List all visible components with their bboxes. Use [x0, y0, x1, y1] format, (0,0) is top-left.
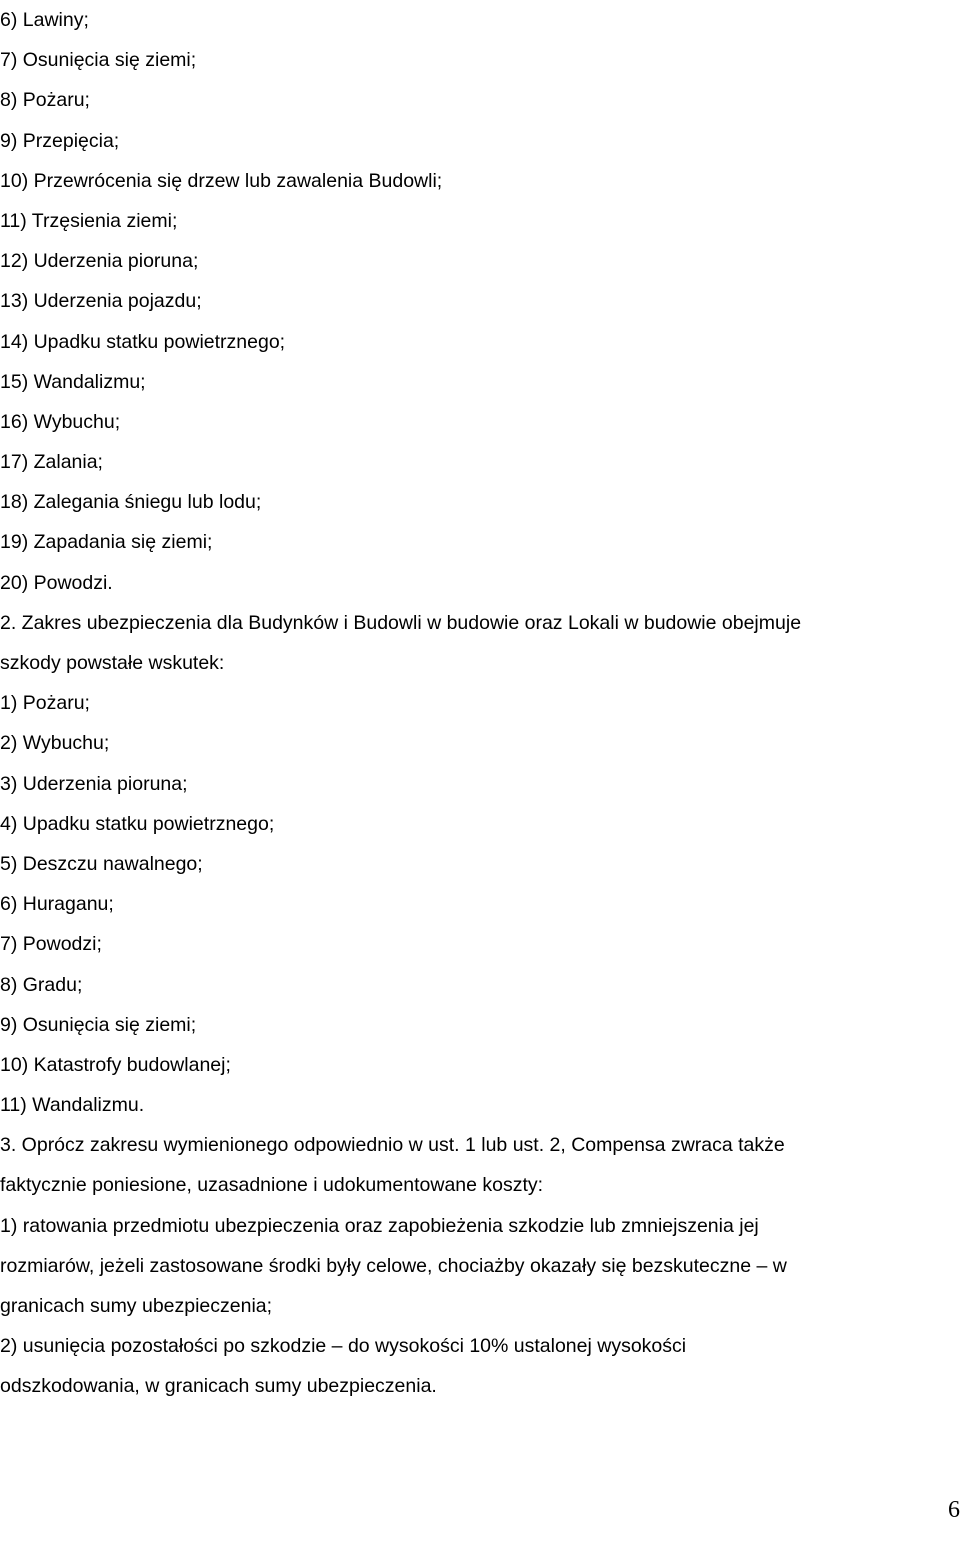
list-item: 2) Wybuchu;: [0, 732, 110, 755]
list-item: 9) Przepięcia;: [0, 129, 120, 152]
paragraph-line: faktycznie poniesione, uzasadnione i udokumentowane koszty:: [0, 1174, 544, 1197]
paragraph-line: odszkodowania, w granicach sumy ubezpieczenia.: [0, 1375, 437, 1398]
paragraph-line: 2. Zakres ubezpieczenia dla Budynków i Budowli w budowie oraz Lokali w budowie obejmuje: [0, 611, 802, 634]
list-item: 1) Pożaru;: [0, 692, 90, 715]
paragraph-line: 3. Oprócz zakresu wymienionego odpowiednio w ust. 1 lub ust. 2, Compensa zwraca także: [0, 1134, 785, 1157]
list-item: 10) Przewrócenia się drzew lub zawalenia Budowli;: [0, 169, 443, 192]
list-item: 8) Pożaru;: [0, 89, 90, 112]
list-item: 18) Zalegania śniegu lub lodu;: [0, 491, 262, 514]
list-item: 7) Osunięcia się ziemi;: [0, 49, 197, 72]
paragraph-line: 2) usunięcia pozostałości po szkodzie – do wysokości 10% ustalonej wysokości: [0, 1335, 687, 1358]
list-item: 9) Osunięcia się ziemi;: [0, 1013, 197, 1036]
paragraph-line: rozmiarów, jeżeli zastosowane środki były celowe, chociażby okazały się bezskuteczne – w: [0, 1254, 787, 1277]
list-item: 8) Gradu;: [0, 973, 83, 996]
list-item: 13) Uderzenia pojazdu;: [0, 290, 202, 313]
list-item: 11) Wandalizmu.: [0, 1094, 145, 1117]
list-item: 4) Upadku statku powietrznego;: [0, 812, 275, 835]
list-item: 6) Huraganu;: [0, 893, 114, 916]
list-item: 17) Zalania;: [0, 451, 103, 474]
list-item: 12) Uderzenia pioruna;: [0, 250, 199, 273]
list-item: 15) Wandalizmu;: [0, 370, 146, 393]
paragraph-line: 1) ratowania przedmiotu ubezpieczenia oraz zapobieżenia szkodzie lub zmniejszenia jej: [0, 1214, 759, 1237]
list-item: 5) Deszczu nawalnego;: [0, 852, 203, 875]
list-item: 20) Powodzi.: [0, 571, 113, 594]
page-number: 6: [948, 1497, 960, 1523]
list-item: 16) Wybuchu;: [0, 410, 121, 433]
list-item: 14) Upadku statku powietrznego;: [0, 330, 286, 353]
list-item: 11) Trzęsienia ziemi;: [0, 209, 178, 232]
list-item: 3) Uderzenia pioruna;: [0, 772, 188, 795]
list-item: 19) Zapadania się ziemi;: [0, 531, 213, 554]
list-item: 6) Lawiny;: [0, 9, 89, 31]
list-item: 7) Powodzi;: [0, 933, 102, 956]
paragraph-line: granicach sumy ubezpieczenia;: [0, 1295, 273, 1317]
paragraph-line: szkody powstałe wskutek:: [0, 652, 225, 674]
list-item: 10) Katastrofy budowlanej;: [0, 1053, 231, 1076]
